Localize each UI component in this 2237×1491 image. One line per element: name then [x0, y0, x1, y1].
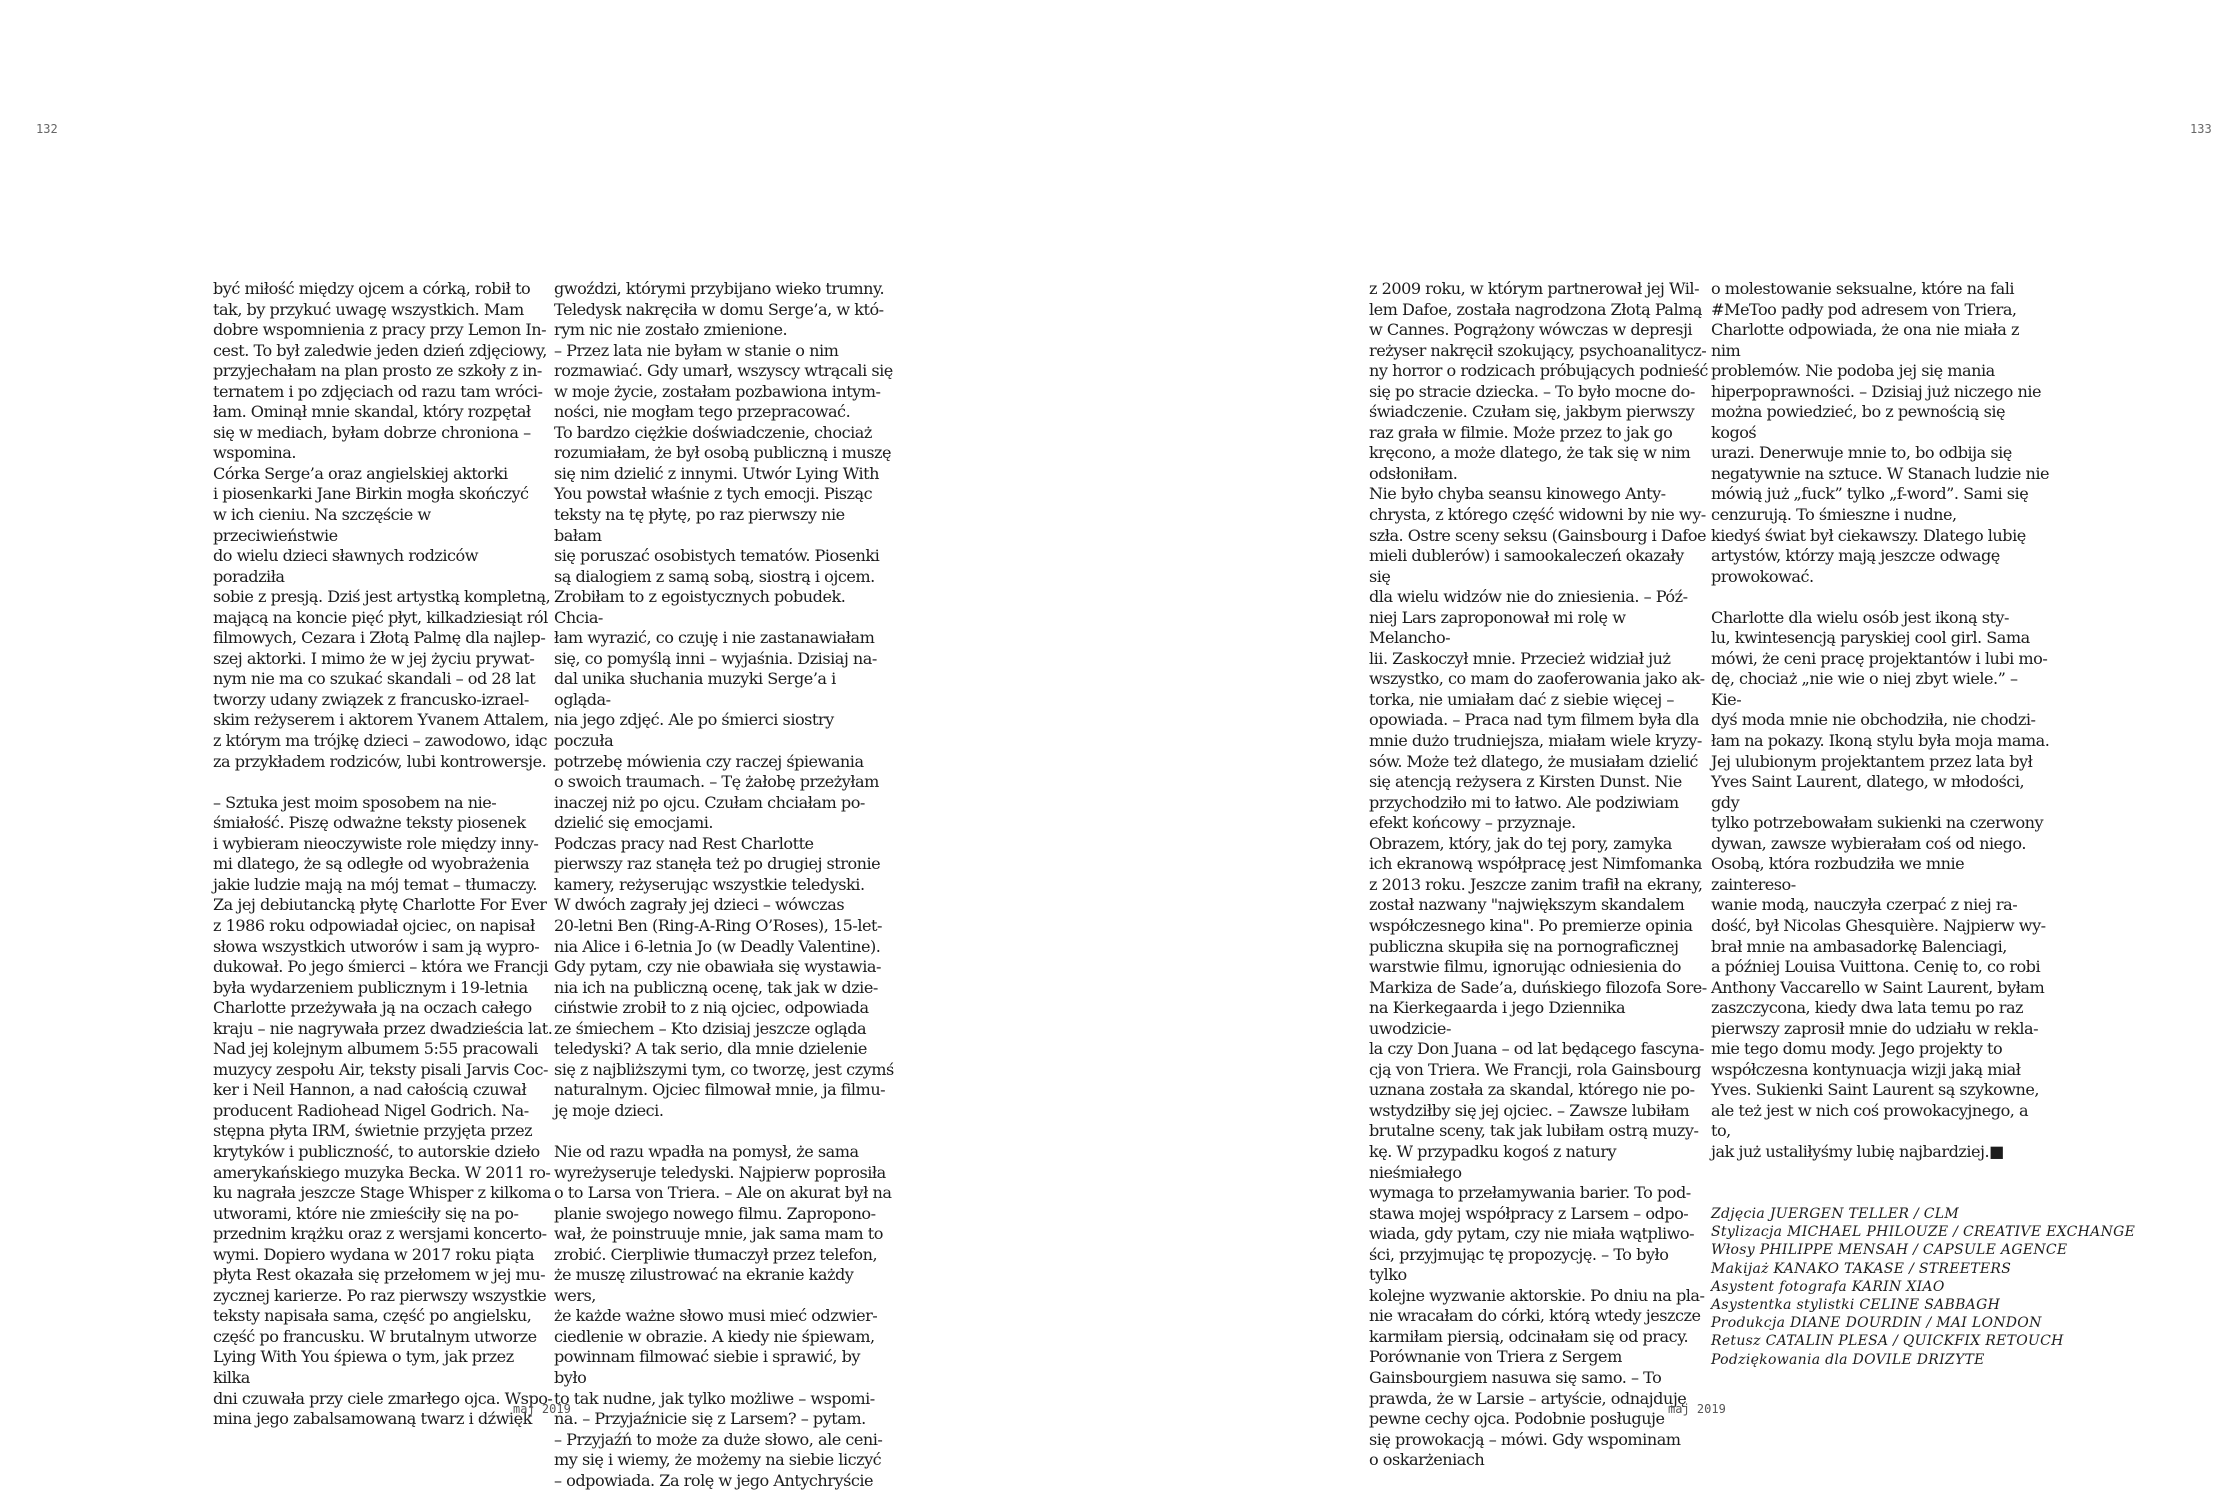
article-column-1: być miłość między ojcem a córką, robił to tak, by przykuć uwagę wszystkich. Mam dobre wspomnienia z pracy przy Lemon In- cest. To był zaledwie jeden dzień zdjęciowy, przyjechałam na plan prosto ze szkoły z in- ternatem i po zdjęciach od razu tam wróci- łam. Ominął mnie skandal, który rozpętał się w mediach, byłam dobrze chroniona – wspomina. Córka Serge’a oraz angielskiej aktorki i piosenkarki Jane Birkin mogła skończyć w ich cieniu. Na szczęście w przeciwieństwie do wielu dzieci sławnych rodziców poradziła sobie z presją. Dziś jest artystką kompletną, mającą na koncie pięć płyt, kilkadziesiąt ról filmowych, Cezara i Złotą Palmę dla najlep- szej aktorki. I mimo że w jej życiu prywat- nym nie ma co szukać skandali – od 28 lat tworzy udany związek z francusko-izrael- skim reżyserem i aktorem Yvanem Attalem, z którym ma trójkę dzieci – zawodowo, idąc za przykładem rodziców, lubi kontrowersje. – Sztuka jest moim sposobem na nie- śmiałość. Piszę odważne teksty piosenek i wybieram nieoczywiste role między inny- mi dlatego, że są odległe od wyobrażenia jakie ludzie mają na mój temat – tłumaczy. Za jej debiutancką płytę Charlotte For Ever z 1986 roku odpowiadał ojciec, on napisał słowa wszystkich utworów i sam ją wypro- dukował. Po jego śmierci – która we Francji była wydarzeniem publicznym i 19-letnia Charlotte przeżywała ją na oczach całego kraju – nie nagrywała przez dwadzieścia lat. Nad jej kolejnym albumem 5:55 pracowali muzycy zespołu Air, teksty pisali Jarvis Coc- ker i Neil Hannon, a nad całością czuwał producent Radiohead Nigel Godrich. Na- stępna płyta IRM, świetnie przyjęta przez krytyków i publiczność, to autorskie dzieło amerykańskiego muzyka Becka. W 2011 ro- ku nagrała jeszcze Stage Whisper z kilkoma utworami, które nie zmieściły się na po- przednim krążku oraz z wersjami koncerto- wymi. Dopiero wydana w 2017 roku piąta płyta Rest okazała się przełomem w jej mu- zycznej karierze. Po raz pierwszy wszystkie teksty napisała sama, część po angielsku, część po francusku. W brutalnym utworze Lying With You śpiewa o tym, jak przez kilka dni czuwała przy ciele zmarłego ojca. Wspo- mina jego zabalsamowaną twarz i dźwięk: [213, 279, 553, 1429]
footer-date-left: maj 2019: [513, 1402, 571, 1416]
credit-line: Włosy PHILIPPE MENSAH / CAPSULE AGENCE: [1711, 1242, 2068, 1259]
footer-date-right: maj 2019: [1668, 1402, 1726, 1416]
credit-line: Makijaż KANAKO TAKASE / STREETERS: [1711, 1260, 2012, 1277]
page-number-right: 133: [2190, 122, 2212, 136]
credit-line: Stylizacja MICHAEL PHILOUZE / CREATIVE EXCHANGE: [1711, 1224, 2136, 1241]
page-number-left: 132: [36, 122, 58, 136]
credit-line: Produkcja DIANE DOURDIN / MAI LONDON: [1711, 1315, 2042, 1332]
article-column-4: o molestowanie seksualne, które na fali #MeToo padły pod adresem von Triera, Charlotte odpowiada, że ona nie miała z nim problemów. Nie podoba jej się mania hiperpoprawności. – Dzisiaj już niczego nie można powiedzieć, bo z pewnością się kogoś urazi. Denerwuje mnie to, bo odbija się negatywnie na sztuce. W Stanach ludzie nie mówią już „fuck” tylko „f-word”. Sami się cenzurują. To śmieszne i nudne, kiedyś świat był ciekawszy. Dlatego lubię artystów, którzy mają jeszcze odwagę prowokować. Charlotte dla wielu osób jest ikoną sty- lu, kwintesencją paryskiej cool girl. Sama mówi, że ceni pracę projektantów i lubi mo- dę, chociaż „nie wie o niej zbyt wiele.” – Kie- dyś moda mnie nie obchodziła, nie chodzi- łam na pokazy. Ikoną stylu była moja mama. Jej ulubionym projektantem przez lata był Yves Saint Laurent, dlatego, w młodości, gdy tylko potrzebowałam sukienki na czerwony dywan, zawsze wybierałam coś od niego. Osobą, która rozbudziła we mnie zaintereso- wanie modą, nauczyła czerpać z niej ra- dość, był Nicolas Ghesquière. Najpierw wy- brał mnie na ambasadorkę Balenciagi, a później Louisa Vuittona. Cenię to, co robi Anthony Vaccarello w Saint Laurent, byłam zaszczycona, kiedy dwa lata temu po raz pierwszy zaprosił mnie do udziału w rekla- mie tego domu mody. Jego projekty to współczesna kontynuacja wizji jaką miał Yves. Sukienki Saint Laurent są szykowne, ale też jest w nich coś prowokacyjnego, a to, jak już ustaliłyśmy lubię najbardziej.■: [1711, 279, 2050, 1161]
article-column-2: gwoździ, którymi przybijano wieko trumny. Teledysk nakręciła w domu Serge’a, w któ- rym nic nie zostało zmienione. – Przez lata nie byłam w stanie o nim rozmawiać. Gdy umarł, wszyscy wtrącali się w moje życie, zostałam pozbawiona intym- ności, nie mogłam tego przepracować. To bardzo ciężkie doświadczenie, chociaż rozumiałam, że był osobą publiczną i muszę się nim dzielić z innymi. Utwór Lying With You powstał właśnie z tych emocji. Pisząc teksty na tę płytę, po raz pierwszy nie bałam się poruszać osobistych tematów. Piosenki są dialogiem z samą sobą, siostrą i ojcem. Zrobiłam to z egoistycznych pobudek. Chcia- łam wyrazić, co czuję i nie zastanawiałam się, co pomyślą inni – wyjaśnia. Dzisiaj na- dal unika słuchania muzyki Serge’a i ogląda- nia jego zdjęć. Ale po śmierci siostry poczuła potrzebę mówienia czy raczej śpiewania o swoich traumach. – Tę żałobę przeżyłam inaczej niż po ojcu. Czułam chciałam po- dzielić się emocjami. Podczas pracy nad Rest Charlotte pierwszy raz stanęła też po drugiej stronie kamery, reżyserując wszystkie teledyski. W dwóch zagrały jej dzieci – wówczas 20-letni Ben (Ring-A-Ring O’Roses), 15-let- nia Alice i 6-letnia Jo (w Deadly Valentine). Gdy pytam, czy nie obawiała się wystawia- nia ich na publiczną ocenę, tak jak w dzie- ciństwie zrobił to z nią ojciec, odpowiada ze śmiechem – Kto dzisiaj jeszcze ogląda teledyski? A tak serio, dla mnie dzielenie się z najbliższymi tym, co tworzę, jest czymś naturalnym. Ojciec filmował mnie, ja filmu- ję moje dzieci. Nie od razu wpadła na pomysł, że sama wyreżyseruje teledyski. Najpierw poprosiła o to Larsa von Triera. – Ale on akurat był na planie swojego nowego filmu. Zapropono- wał, że poinstruuje mnie, jak sama mam to zrobić. Cierpliwie tłumaczył przez telefon, że muszę zilustrować na ekranie każdy wers, że każde ważne słowo musi mieć odzwier- ciedlenie w obrazie. A kiedy nie śpiewam, powinnam filmować siebie i sprawić, by było to tak nudne, jak tylko możliwe – wspomi- na. – Przyjaźnicie się z Larsem? – pytam. – Przyjaźń to może za duże słowo, ale ceni- my się i wiemy, że możemy na siebie liczyć – odpowiada. Za rolę w jego Antychryście: [554, 279, 894, 1490]
photo-credits: [1711, 1205, 2136, 1369]
credit-line: Zdjęcia JUERGEN TELLER / CLM: [1711, 1206, 1959, 1222]
credit-line: Retusz CATALIN PLESA / QUICKFIX RETOUCH: [1711, 1333, 2064, 1350]
credit-line: Asystent fotografa KARIN XIAO: [1711, 1278, 1945, 1295]
article-column-3: z 2009 roku, w którym partnerował jej Wil- lem Dafoe, została nagrodzona Złotą Palmą w Cannes. Pogrążony wówczas w depresji reżyser nakręcił szokujący, psychoanalitycz- ny horror o rodzicach próbujących podnieść się po stracie dziecka. – To było mocne do- świadczenie. Czułam się, jakbym pierwszy raz grała w filmie. Może przez to jak go kręcono, a może dlatego, że tak się w nim odsłoniłam. Nie było chyba seansu kinowego Anty- chrysta, z którego część widowni by nie wy- szła. Ostre sceny seksu (Gainsbourg i Dafoe mieli dublerów) i samookaleczeń okazały się dla wielu widzów nie do zniesienia. – Póź- niej Lars zaproponował mi rolę w Melancho- lii. Zaskoczył mnie. Przecież widział już wszystko, co mam do zaoferowania jako ak- torka, nie umiałam dać z siebie więcej – opowiada. – Praca nad tym filmem była dla mnie dużo trudniejsza, miałam wiele kryzy- sów. Może też dlatego, że musiałam dzielić się atencją reżysera z Kirsten Dunst. Nie przychodziło mi to łatwo. Ale podziwiam efekt końcowy – przyznaje. Obrazem, który, jak do tej pory, zamyka ich ekranową współpracę jest Nimfomanka z 2013 roku. Jeszcze zanim trafił na ekrany, został nazwany "największym skandalem współczesnego kina". Po premierze opinia publiczna skupiła się na pornograficznej warstwie filmu, ignorując odniesienia do Markiza de Sade’a, duńskiego filozofa Sore- na Kierkegaarda i jego Dziennika uwodzicie- la czy Don Juana – od lat będącego fascyna- cją von Triera. We Francji, rola Gainsbourg uznana została za skandal, którego nie po- wstydziłby się jej ojciec. – Zawsze lubiłam brutalne sceny, tak jak lubiłam ostrą muzy- kę. W przypadku kogoś z natury nieśmiałego wymaga to przełamywania barier. To pod- stawa mojej współpracy z Larsem – odpo- wiada, gdy pytam, czy nie miała wątpliwo- ści, przyjmując tę propozycję. – To było tylko kolejne wyzwanie aktorskie. Po dniu na pla- nie wracałam do córki, którą wtedy jeszcze karmiłam piersią, odcinałam się od pracy. Porównanie von Triera z Sergem Gainsbourgiem nasuwa się samo. – To prawda, że w Larsie – artyście, odnajduję pewne cechy ojca. Podobnie posługuje się prowokacją – mówi. Gdy wspominam o oskarżeniach: [1369, 279, 1708, 1470]
credit-line: Asystentka stylistki CELINE SABBAGH: [1711, 1296, 2001, 1313]
credit-line: Podziękowania dla DOVILE DRIZYTE: [1711, 1351, 1985, 1368]
